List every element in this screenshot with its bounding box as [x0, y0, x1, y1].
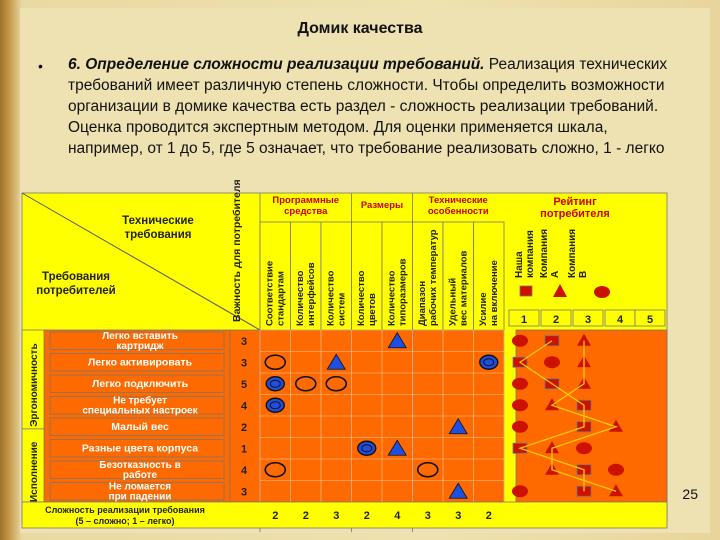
column-header-6-line2: рабочих температур	[427, 229, 439, 326]
customer-requirement-1: Легко вставить	[102, 331, 178, 342]
rating-company-2: Компания	[539, 228, 550, 278]
rel-strong-1	[480, 355, 498, 369]
slide-title: Домик качества	[297, 20, 423, 37]
customer-requirement-8: Не ломается	[108, 481, 172, 493]
corner-top-label-1: Технические	[122, 215, 194, 227]
group-header-3: Технические	[428, 195, 488, 206]
rating-our-6	[576, 442, 592, 454]
column-header-4-line2: цветов	[366, 293, 378, 326]
importance-value-2: 3	[240, 357, 248, 370]
rating-our-7	[608, 464, 624, 476]
importance-value-6: 1	[240, 443, 248, 456]
corner-bottom-label-2: потребителей	[36, 285, 116, 297]
complexity-value-6: 3	[424, 510, 431, 522]
rating-title-line2: потребителя	[540, 208, 610, 220]
column-header-7-line2: вес материалов	[458, 250, 470, 326]
group-header-2: Размеры	[360, 200, 404, 211]
side-label-execution: Исполнение	[29, 441, 40, 502]
legend-company-b	[594, 286, 610, 298]
complexity-value-7: 3	[455, 510, 462, 522]
group-header-1-line2: средства	[284, 206, 328, 217]
corner-bottom-label-1: Требования	[41, 271, 111, 283]
rating-our-4	[512, 399, 528, 411]
column-header-3-line2: систем	[336, 292, 348, 326]
column-header-8: Усилие	[477, 292, 489, 326]
complexity-value-4: 2	[363, 510, 370, 522]
column-header-2-line2: интерфейсов	[305, 262, 317, 326]
side-label-ergonomics: Эргономичность	[29, 343, 40, 427]
page-number: 25	[682, 486, 698, 502]
customer-requirement-3: Легко подключить	[91, 378, 189, 390]
customer-requirement-5: Малый вес	[111, 421, 169, 433]
customer-requirement-4: Не требует	[113, 395, 167, 407]
group-header-3-line2: особенности	[427, 206, 489, 217]
rating-our-2	[544, 356, 560, 368]
importance-header: Важность для потребителя	[231, 179, 243, 322]
scale-value-2: 2	[552, 314, 560, 326]
column-header-3: Количество	[325, 270, 337, 326]
customer-requirement-1-line2: картридж	[116, 341, 164, 352]
column-header-1: Соответствие	[264, 260, 276, 326]
paragraph-lead: 6. Определение сложности реализации требований.	[68, 56, 485, 73]
complexity-value-1: 2	[272, 510, 279, 522]
rel-strong-2	[266, 377, 284, 391]
rating-area	[516, 330, 667, 502]
group-header-1: Программные	[272, 195, 340, 206]
paragraph-body: Реализация технических требований имеет различную степень сложности. Чтобы определить возможности организации в домике качества есть раздел - сложность реализации требований. Оценка проводится экспертным методом. Для оценки применяется шкала, например, от 1 до 5, где 5 означает, что требование реализовать сложно, 1 - легко	[68, 56, 668, 157]
customer-requirement-7: Безотказность в	[99, 460, 181, 471]
rating-company-1-line2: компания	[525, 230, 536, 278]
rating-company-3-line2: В	[578, 270, 589, 278]
rating-title: Рейтинг	[553, 196, 597, 208]
bullet: •	[38, 58, 43, 74]
legend-our-company	[520, 286, 532, 296]
scale-value-3: 3	[584, 314, 592, 326]
importance-value-5: 2	[240, 422, 248, 434]
rating-our-8	[512, 485, 528, 497]
customer-requirement-4-line2: специальных настроек	[82, 405, 198, 417]
scale-value-4: 4	[616, 314, 624, 326]
column-header-1-line2: стандартам	[275, 271, 287, 326]
complexity-label: Сложность реализации требования	[45, 505, 205, 515]
rating-company-2-line2: А	[550, 270, 561, 278]
scale-value-1: 1	[520, 314, 528, 326]
column-header-8-line2: на включение	[488, 260, 500, 326]
complexity-value-3: 3	[333, 510, 340, 522]
customer-requirement-7-line2: работе	[122, 470, 158, 481]
rating-company-3: Компания	[567, 228, 578, 278]
customer-requirement-6: Разные цвета корпуса	[81, 442, 199, 455]
importance-value-4: 4	[240, 400, 248, 413]
column-header-5-line2: типоразмеров	[397, 258, 409, 326]
importance-value-3: 5	[240, 379, 248, 391]
rating-company-1: Наша	[514, 251, 525, 278]
rating-our-3	[512, 378, 528, 390]
complexity-label-line2: (5 – сложно; 1 – легко)	[75, 516, 175, 526]
column-header-7: Удельный	[447, 277, 459, 326]
corner-top-label-2: требования	[124, 229, 192, 241]
column-header-5: Количество	[386, 270, 398, 326]
column-header-6: Диапазон	[416, 280, 428, 326]
rel-strong-4	[358, 441, 376, 455]
importance-value-7: 4	[240, 465, 248, 477]
rating-our-5	[512, 421, 528, 433]
column-header-2: Количество	[294, 270, 306, 326]
complexity-value-2: 2	[302, 510, 309, 522]
rating-our-1	[512, 335, 528, 347]
customer-requirement-8-line2: при падении	[108, 491, 172, 503]
importance-value-1: 3	[240, 336, 248, 348]
customer-requirement-2: Легко активировать	[87, 356, 193, 369]
complexity-value-5: 4	[394, 510, 401, 522]
importance-value-8: 3	[240, 486, 248, 499]
scale-value-5: 5	[646, 314, 654, 326]
column-header-4: Количество	[355, 270, 367, 326]
rel-strong-3	[266, 398, 284, 412]
complexity-value-8: 2	[485, 510, 492, 522]
